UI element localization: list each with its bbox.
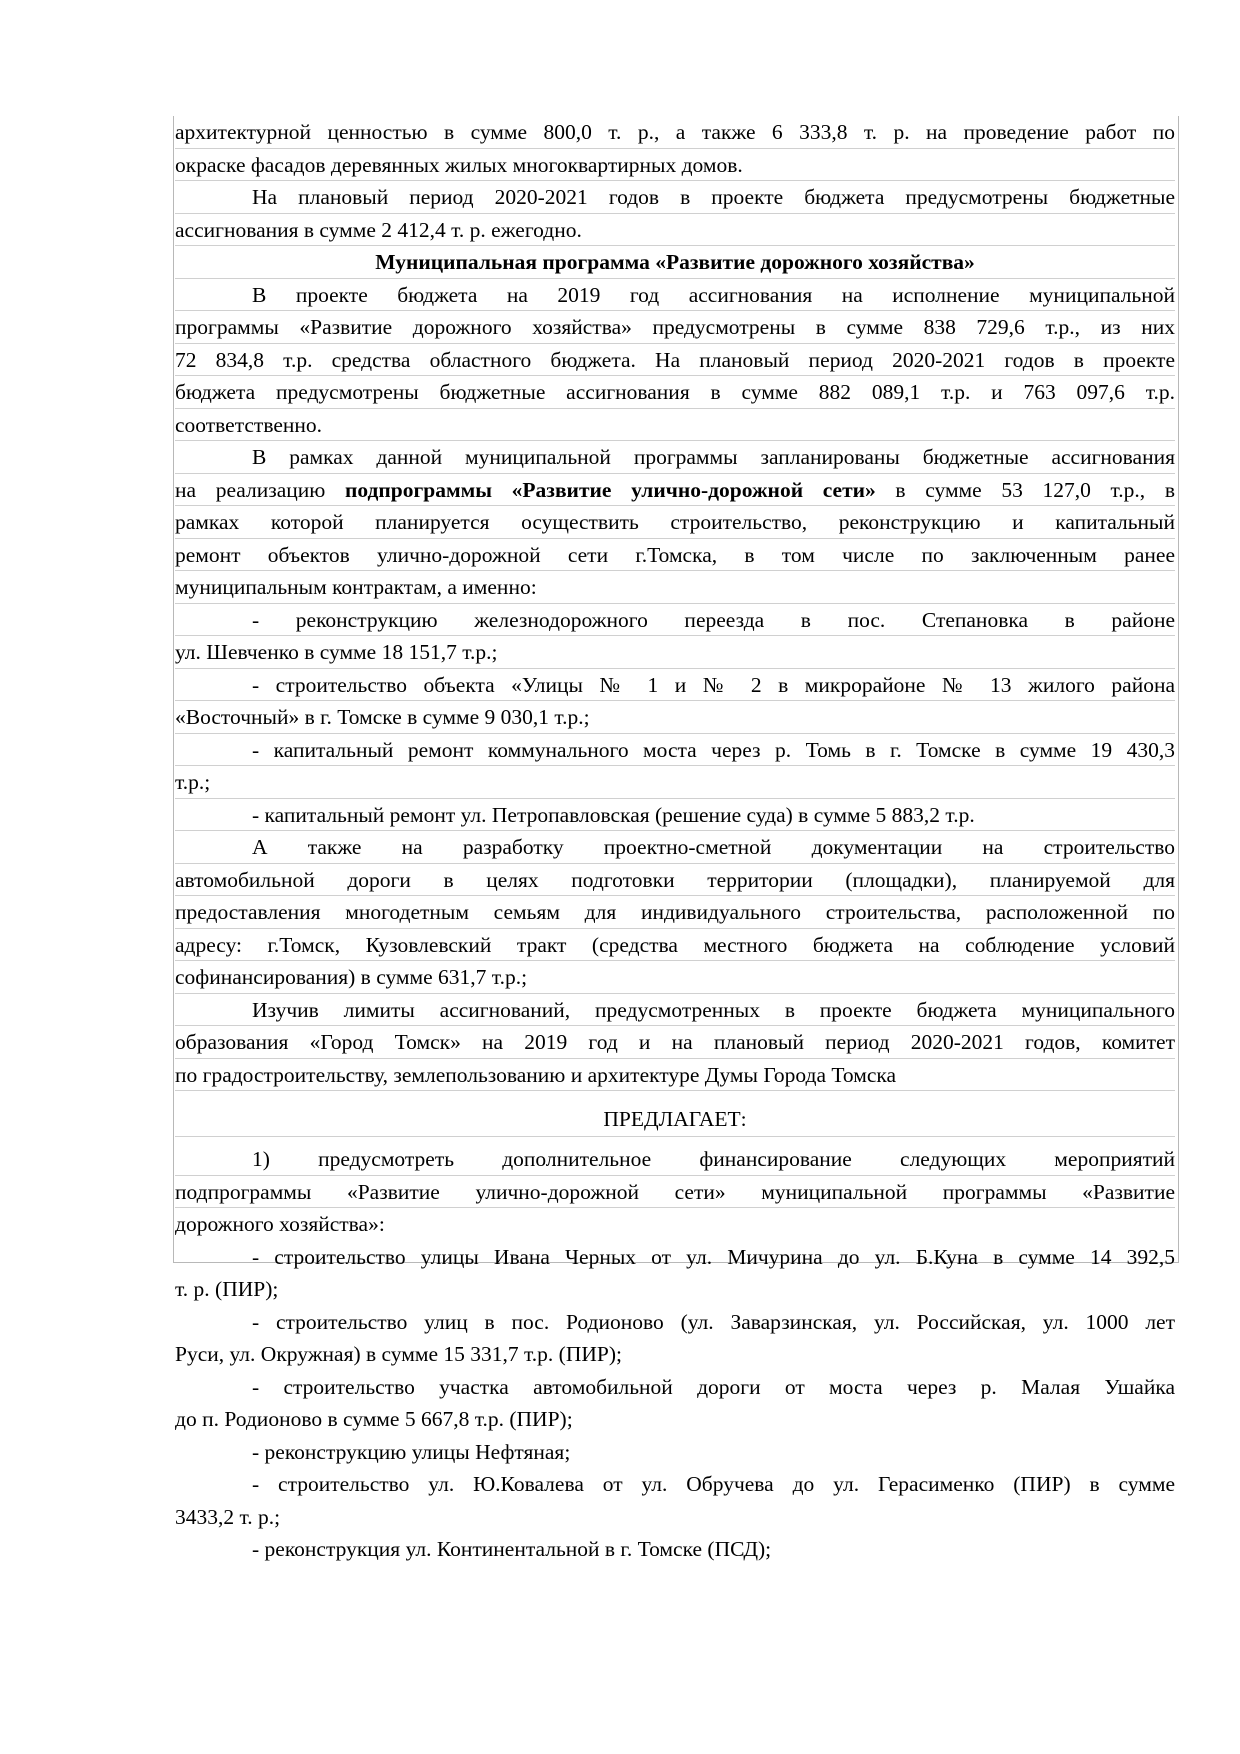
text-line: окраске фасадов деревянных жилых многоквартирных домов. <box>175 149 1175 182</box>
list-item-line: - строительство улиц в пос. Родионово (ул. Заварзинская, ул. Российская, ул. 1000 лет <box>252 1309 1175 1334</box>
text-line: В проекте бюджета на 2019 год ассигнования на исполнение муниципальной <box>175 279 1175 312</box>
text-line: Изучив лимиты ассигнований, предусмотренных в проекте бюджета муниципального <box>175 994 1175 1027</box>
text-line: муниципальным контрактам, а именно: <box>175 571 1175 604</box>
text-line: образования «Город Томск» на 2019 год и на плановый период 2020-2021 годов, комитет <box>175 1026 1175 1059</box>
text-line: 72 834,8 т.р. средства областного бюджета. На плановый период 2020-2021 годов в проекте <box>175 344 1175 377</box>
text-line: адресу: г.Томск, Кузовлевский тракт (средства местного бюджета на соблюдение условий <box>175 929 1175 962</box>
proposal-heading: ПРЕДЛАГАЕТ: <box>175 1091 1175 1137</box>
text-line: автомобильной дороги в целях подготовки территории (площадки), планируемой для <box>175 864 1175 897</box>
document-page <box>175 116 1175 1566</box>
list-item-line: - строительство объекта «Улицы № 1 и № 2 в микрорайоне № 13 жилого района <box>175 669 1175 702</box>
list-item-line: «Восточный» в г. Томске в сумме 9 030,1 т.р.; <box>175 701 1175 734</box>
list-item-line: до п. Родионово в сумме 5 667,8 т.р. (ПИР); <box>175 1407 573 1431</box>
list-item-line: т.р.; <box>175 766 1175 799</box>
text-line: ремонт объектов улично-дорожной сети г.Томска, в том числе по заключенным ранее <box>175 539 1175 572</box>
text-line: В рамках данной муниципальной программы запланированы бюджетные ассигнования <box>175 441 1175 474</box>
list-item-line: - строительство улицы Ивана Черных от ул. Мичурина до ул. Б.Куна в сумме 14 392,5 <box>252 1244 1175 1269</box>
text-line: подпрограммы «Развитие улично-дорожной сети» муниципальной программы «Развитие <box>175 1176 1175 1209</box>
text-line: архитектурной ценностью в сумме 800,0 т. р., а также 6 333,8 т. р. на проведение работ по <box>175 116 1175 149</box>
section-heading: Муниципальная программа «Развитие дорожного хозяйства» <box>175 246 1175 279</box>
text-line: софинансирования) в сумме 631,7 т.р.; <box>175 961 1175 994</box>
text-line: ассигнования в сумме 2 412,4 т. р. ежегодно. <box>175 214 1175 247</box>
text-line: бюджета предусмотрены бюджетные ассигнования в сумме 882 089,1 т.р. и 763 097,6 т.р. <box>175 376 1175 409</box>
list-item-line: - строительство участка автомобильной дороги от моста через р. Малая Ушайка <box>252 1374 1175 1399</box>
list-item-line: - реконструкцию железнодорожного переезда в пос. Степановка в районе <box>175 604 1175 637</box>
text-line: На плановый период 2020-2021 годов в проекте бюджета предусмотрены бюджетные <box>175 181 1175 214</box>
list-item-line: - капитальный ремонт ул. Петропавловская (решение суда) в сумме 5 883,2 т.р. <box>175 799 1175 832</box>
text-line: по градостроительству, землепользованию и архитектуре Думы Города Томска <box>175 1059 1175 1092</box>
text-line: соответственно. <box>175 409 1175 442</box>
text-line: дорожного хозяйства»: <box>175 1212 385 1236</box>
text-line: программы «Развитие дорожного хозяйства» предусмотрены в сумме 838 729,6 т.р., из них <box>175 311 1175 344</box>
list-item-line: - строительство ул. Ю.Ковалева от ул. Обручева до ул. Герасименко (ПИР) в сумме <box>252 1472 1175 1496</box>
text-line: 1) предусмотреть дополнительное финансирование следующих мероприятий <box>175 1143 1175 1176</box>
text-line: А также на разработку проектно-сметной документации на строительство <box>175 831 1175 864</box>
text-line: рамках которой планируется осуществить строительство, реконструкцию и капитальный <box>175 506 1175 539</box>
text-line: предоставления многодетным семьям для индивидуального строительства, расположенной по <box>175 896 1175 929</box>
list-item-line: 3433,2 т. р.; <box>175 1504 281 1529</box>
list-item-line: Руси, ул. Окружная) в сумме 15 331,7 т.р. (ПИР); <box>175 1342 622 1366</box>
list-item-line: - капитальный ремонт коммунального моста через р. Томь в г. Томске в сумме 19 430,3 <box>175 734 1175 767</box>
list-item-line: - реконструкция ул. Континентальной в г. Томске (ПСД); <box>252 1537 772 1561</box>
list-item-line: - реконструкцию улицы Нефтяная; <box>252 1439 571 1464</box>
list-item-line: ул. Шевченко в сумме 18 151,7 т.р.; <box>175 636 1175 669</box>
text-line-with-bold: на реализацию подпрограммы «Развитие улично-дорожной сети» в сумме 53 127,0 т.р., в <box>175 474 1175 507</box>
list-item-line: т. р. (ПИР); <box>175 1277 279 1301</box>
